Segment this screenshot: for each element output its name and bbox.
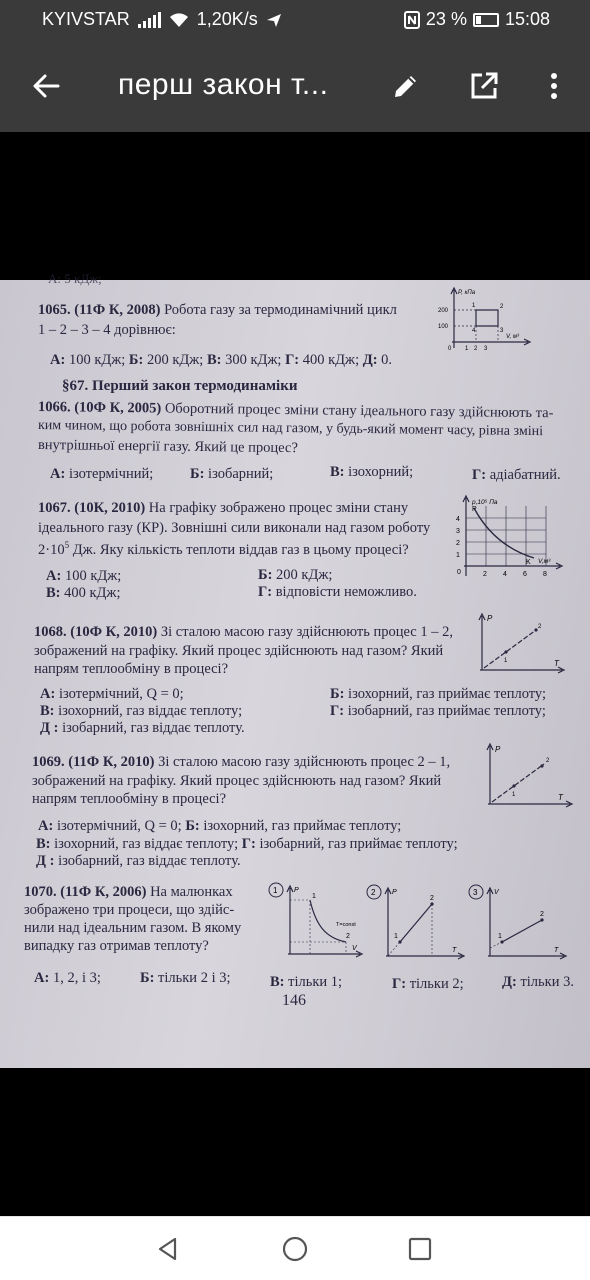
answer-text: відповісти неможливо. bbox=[275, 584, 417, 600]
problem-1066-answer-a bbox=[50, 466, 153, 483]
problem-1067-answer-c bbox=[46, 585, 120, 602]
problem-1068-line2: зображений на графіку. Який процес здійснюють над газом? Який bbox=[34, 643, 444, 659]
answer-text: ізохорний, газ віддає теплоту; bbox=[54, 836, 239, 852]
answer-key: Д: bbox=[362, 352, 378, 368]
back-button[interactable] bbox=[26, 66, 66, 106]
problem-1067-text3: Дж. Яку кількість теплоти віддав газ в цьому процесі? bbox=[72, 541, 409, 558]
answer-text: 100 кДж; bbox=[68, 352, 126, 368]
tick-label: 4 bbox=[503, 571, 507, 578]
answer-key: В: bbox=[36, 836, 51, 852]
answer-text: ізохорний, газ приймає теплоту; bbox=[348, 686, 547, 702]
axis-label-x: V, м³ bbox=[506, 334, 520, 340]
graph-1068 bbox=[474, 612, 564, 674]
point-label: K bbox=[526, 559, 531, 566]
graph-note: T=const bbox=[336, 922, 356, 928]
problem-1065-number: 1065. (11Ф К, 2008) bbox=[38, 302, 161, 318]
problem-1067-answer-a bbox=[46, 568, 121, 585]
problem-1068-line3: напрям теплообміну в процесі? bbox=[34, 661, 229, 677]
answer-text: 1, 2, і 3; bbox=[52, 970, 101, 986]
answer-text: 200 кДж; bbox=[146, 352, 204, 368]
point-label: 2 bbox=[540, 911, 544, 918]
problem-1068-answer-d bbox=[330, 703, 546, 720]
problem-1065-text1: Робота газу за термодинамічний цикл bbox=[164, 302, 397, 318]
answer-key: Г: bbox=[330, 703, 345, 719]
nav-home-button[interactable] bbox=[279, 1233, 311, 1265]
status-bar bbox=[0, 0, 590, 40]
problem-1070-line4: випадку газ отримав теплоту? bbox=[24, 938, 209, 954]
point-label: 1 bbox=[312, 893, 316, 900]
answer-key: А: bbox=[38, 818, 54, 834]
point-label: 4 bbox=[472, 328, 476, 334]
problem-1068-number: 1068. (10Ф К, 2010) bbox=[34, 624, 158, 640]
pencil-icon bbox=[391, 71, 421, 101]
axis-label-y: P bbox=[392, 889, 397, 896]
answer-text: ізобарний; bbox=[208, 466, 274, 482]
clock: 15:08 bbox=[504, 9, 550, 29]
tick-label: 0 bbox=[448, 346, 452, 352]
point-label: 1 bbox=[512, 792, 516, 798]
problem-1066-answer-c bbox=[330, 464, 413, 481]
axis-label-x: T bbox=[554, 947, 559, 954]
status-right bbox=[404, 9, 550, 30]
photo-viewer[interactable] bbox=[0, 132, 590, 1216]
cut-off-line: А: 5 кДж; bbox=[48, 271, 102, 286]
axis-label-x: V,м³ bbox=[538, 558, 551, 565]
answer-key: А: bbox=[46, 568, 62, 584]
problem-1070-line1 bbox=[24, 884, 233, 901]
answer-text: ізохорний; bbox=[348, 464, 414, 480]
answer-key: Б: bbox=[140, 970, 155, 986]
nfc-icon bbox=[404, 11, 420, 29]
axis-label-x: T bbox=[452, 947, 457, 954]
axis-label-y: V bbox=[494, 889, 499, 896]
answer-key: А: bbox=[50, 466, 66, 482]
answer-text: тільки 2 і 3; bbox=[158, 970, 231, 986]
point-label: 1 bbox=[504, 658, 508, 664]
network-speed: 1,20K/s bbox=[196, 9, 258, 29]
answer-key: Б: bbox=[258, 567, 273, 583]
answer-text: 300 кДж; bbox=[225, 352, 282, 368]
tick-label: 1 bbox=[465, 346, 469, 352]
signal-icon bbox=[138, 12, 161, 28]
answer-key: А: bbox=[50, 352, 66, 368]
problem-1066-number: 1066. (10Ф К, 2005) bbox=[37, 399, 162, 417]
graph-1069 bbox=[482, 742, 572, 808]
problem-1069-answers-row2 bbox=[36, 836, 458, 853]
point-label: 2 bbox=[346, 933, 350, 940]
problem-1069-line3: напрям теплообміну в процесі? bbox=[32, 791, 227, 807]
tick-label: 2 bbox=[483, 571, 487, 578]
carrier-name: KYIVSTAR bbox=[42, 9, 130, 29]
answer-key: Б: bbox=[185, 818, 200, 834]
open-external-icon bbox=[469, 71, 499, 101]
answer-key: В: bbox=[46, 585, 61, 601]
edit-button[interactable] bbox=[386, 66, 426, 106]
answer-key: Г: bbox=[285, 352, 300, 368]
tick-label: 100 bbox=[438, 324, 449, 330]
square-recents-icon bbox=[407, 1236, 433, 1262]
answer-text: 0. bbox=[381, 352, 393, 368]
answer-key: Б: bbox=[128, 352, 144, 368]
graph-1067 bbox=[448, 494, 564, 586]
answer-key: В: bbox=[270, 974, 285, 990]
problem-1066-answer-d bbox=[472, 467, 561, 484]
axis-label-y: P, кПа bbox=[458, 290, 476, 296]
problem-1067-text1: На графіку зображено процес зміни стану bbox=[148, 500, 409, 516]
answer-key: Б: bbox=[190, 466, 205, 482]
tick-label: 3 bbox=[484, 346, 488, 352]
axis-label-x: T bbox=[558, 793, 563, 802]
problem-1069-number: 1069. (11Ф К, 2010) bbox=[32, 754, 155, 770]
problem-1069-text1: Зі сталою масою газу здійснюють процес 2 – 1, bbox=[158, 754, 451, 770]
answer-key: А: bbox=[34, 970, 50, 986]
problem-1070-answer-c bbox=[270, 974, 342, 991]
answer-key: Д : bbox=[40, 720, 59, 736]
problem-1069-answers-row3 bbox=[36, 853, 241, 870]
answer-key: Г: bbox=[392, 976, 407, 992]
graph-number: 3 bbox=[473, 888, 478, 897]
problem-1066-line2: ким чином, що робота зовнішніх сил над газом, у будь-який момент часу, рівна зміні bbox=[37, 418, 544, 440]
tick-label: 1 bbox=[456, 552, 460, 559]
answer-text: ізотермічний, Q = 0; bbox=[56, 818, 182, 834]
point-label: 1 bbox=[472, 303, 476, 309]
problem-1067-line2: ідеального газу (КР). Зовнішні сили виконали над газом роботу bbox=[38, 520, 431, 536]
problem-1068-answer-c bbox=[40, 703, 242, 720]
problem-1065-answers bbox=[50, 352, 392, 369]
answer-text: ізотермічний, Q = 0; bbox=[58, 686, 184, 702]
triangle-back-icon bbox=[155, 1236, 181, 1262]
answer-text: ізобарний, газ віддає теплоту. bbox=[58, 853, 241, 869]
answer-key: Д: bbox=[502, 974, 517, 990]
problem-1068-line1 bbox=[34, 624, 453, 641]
problem-1067-line1 bbox=[38, 500, 408, 517]
problem-1065-line2: 1 – 2 – 3 – 4 дорівнює: bbox=[38, 322, 176, 338]
answer-text: ізобарний, газ віддає теплоту. bbox=[62, 720, 245, 736]
problem-1066-text1: Оборотний процес зміни стану ідеального газу здійснюють та- bbox=[164, 400, 554, 422]
axis-label-y: p,10⁵ Па bbox=[472, 499, 498, 506]
problem-1067-answer-b bbox=[258, 567, 332, 584]
problem-1067-answer-d bbox=[258, 584, 417, 601]
tick-label: 0 bbox=[457, 569, 461, 576]
point-label: 3 bbox=[500, 328, 504, 334]
problem-1066-line3: внутрішньої енергії газу. Який це процес? bbox=[37, 437, 298, 457]
nav-back-button[interactable] bbox=[152, 1233, 184, 1265]
axis-label-y: P bbox=[294, 887, 299, 894]
problem-1066-answer-b bbox=[190, 466, 273, 483]
problem-1069-line1 bbox=[32, 754, 450, 771]
problem-1067-exponent: 5 bbox=[64, 540, 70, 550]
tick-label: 4 bbox=[456, 516, 460, 523]
graph-1070-2 bbox=[364, 884, 464, 968]
point-label: 1 bbox=[498, 933, 502, 940]
section-heading: §67. Перший закон термодинаміки bbox=[62, 378, 298, 394]
answer-key: Д : bbox=[36, 853, 55, 869]
graph-1065 bbox=[432, 286, 532, 352]
answer-text: тільки 3. bbox=[520, 974, 574, 990]
navigation-bar bbox=[0, 1216, 590, 1280]
answer-text: 200 кДж; bbox=[276, 567, 333, 583]
graph-1070-1 bbox=[266, 882, 362, 966]
answer-key: Г: bbox=[472, 467, 487, 483]
tick-label: 6 bbox=[523, 571, 527, 578]
answer-key: Б: bbox=[330, 686, 345, 702]
battery-percent: 23 % bbox=[425, 9, 467, 29]
answer-key: В: bbox=[40, 703, 55, 719]
problem-1065-line1 bbox=[38, 302, 397, 319]
more-vert-icon bbox=[549, 71, 559, 101]
problem-1070-answer-d bbox=[392, 976, 464, 993]
problem-1068-text1: Зі сталою масою газу здійснюють процес 1 – 2, bbox=[160, 624, 453, 640]
problem-1067-value: 2·10 bbox=[38, 541, 65, 558]
problem-1070-answer-b bbox=[140, 970, 231, 987]
textbook-page-photo bbox=[0, 271, 590, 1068]
tick-label: 200 bbox=[438, 308, 449, 314]
problem-1070-text1: На малюнках bbox=[150, 884, 233, 900]
graph-1070-3 bbox=[466, 884, 566, 968]
wifi-icon bbox=[169, 12, 189, 28]
answer-text: 400 кДж; bbox=[302, 352, 360, 368]
answer-key: В: bbox=[206, 352, 222, 368]
axis-label-x: T bbox=[554, 659, 559, 668]
back-arrow-icon bbox=[32, 72, 60, 100]
answer-text: ізохорний, газ віддає теплоту; bbox=[58, 703, 243, 719]
answer-text: ізохорний, газ приймає теплоту; bbox=[203, 818, 402, 834]
circle-home-icon bbox=[281, 1235, 309, 1263]
open-external-button[interactable] bbox=[464, 66, 504, 106]
answer-key: А: bbox=[40, 686, 56, 702]
point-label: 2 bbox=[538, 624, 542, 630]
point-label: 2 bbox=[546, 758, 550, 764]
problem-1070-number: 1070. (11Ф К, 2006) bbox=[24, 884, 147, 900]
page-number: 146 bbox=[282, 992, 306, 1009]
answer-text: адіабатний. bbox=[489, 467, 561, 483]
graph-number: 2 bbox=[371, 888, 376, 897]
tick-label: 2 bbox=[456, 540, 460, 547]
answer-text: тільки 1; bbox=[288, 974, 343, 990]
tick-label: 8 bbox=[543, 571, 547, 578]
problem-1068-answer-b bbox=[330, 686, 546, 703]
graph-number: 1 bbox=[273, 886, 278, 895]
problem-1070-line2: зображено три процеси, що здійс- bbox=[24, 902, 235, 918]
answer-text: тільки 2; bbox=[409, 976, 464, 992]
document-title: перш закон т... bbox=[118, 68, 329, 101]
problem-1068-answer-e bbox=[40, 720, 245, 737]
axis-label-x: V bbox=[352, 945, 357, 952]
more-options-button[interactable] bbox=[534, 66, 574, 106]
answer-text: 400 кДж; bbox=[64, 585, 121, 601]
answer-text: ізотермічний; bbox=[68, 466, 154, 482]
problem-1067-line3 bbox=[38, 540, 409, 559]
axis-label-y: P bbox=[495, 745, 501, 754]
problem-1067-number: 1067. (10К, 2010) bbox=[38, 500, 146, 516]
problem-1069-answers-row1 bbox=[38, 818, 401, 835]
point-label: 2 bbox=[500, 304, 504, 310]
answer-key: Г: bbox=[241, 836, 256, 852]
app-bar bbox=[0, 40, 590, 132]
problem-1070-line3: нили над ідеальним газом. В якому bbox=[24, 920, 242, 936]
answer-key: В: bbox=[330, 464, 345, 480]
axis-label-y: P bbox=[487, 614, 493, 623]
nav-recents-button[interactable] bbox=[404, 1233, 436, 1265]
problem-1068-answer-a bbox=[40, 686, 184, 703]
battery-icon bbox=[473, 13, 499, 27]
point-label: P bbox=[472, 506, 477, 513]
answer-text: 100 кДж; bbox=[64, 568, 122, 584]
point-label: 1 bbox=[394, 933, 398, 940]
answer-text: ізобарний, газ приймає теплоту; bbox=[259, 836, 458, 852]
answer-text: ізобарний, газ приймає теплоту; bbox=[347, 703, 546, 719]
point-label: 2 bbox=[430, 895, 434, 902]
answer-key: Г: bbox=[258, 584, 273, 600]
problem-1070-answer-e bbox=[502, 974, 574, 991]
problem-1069-line2: зображений на графіку. Який процес здійснюють над газом? Який bbox=[32, 773, 442, 789]
problem-1070-answer-a bbox=[34, 970, 101, 987]
send-icon bbox=[266, 12, 282, 28]
status-left bbox=[42, 9, 282, 30]
tick-label: 2 bbox=[474, 346, 478, 352]
tick-label: 3 bbox=[456, 528, 460, 535]
